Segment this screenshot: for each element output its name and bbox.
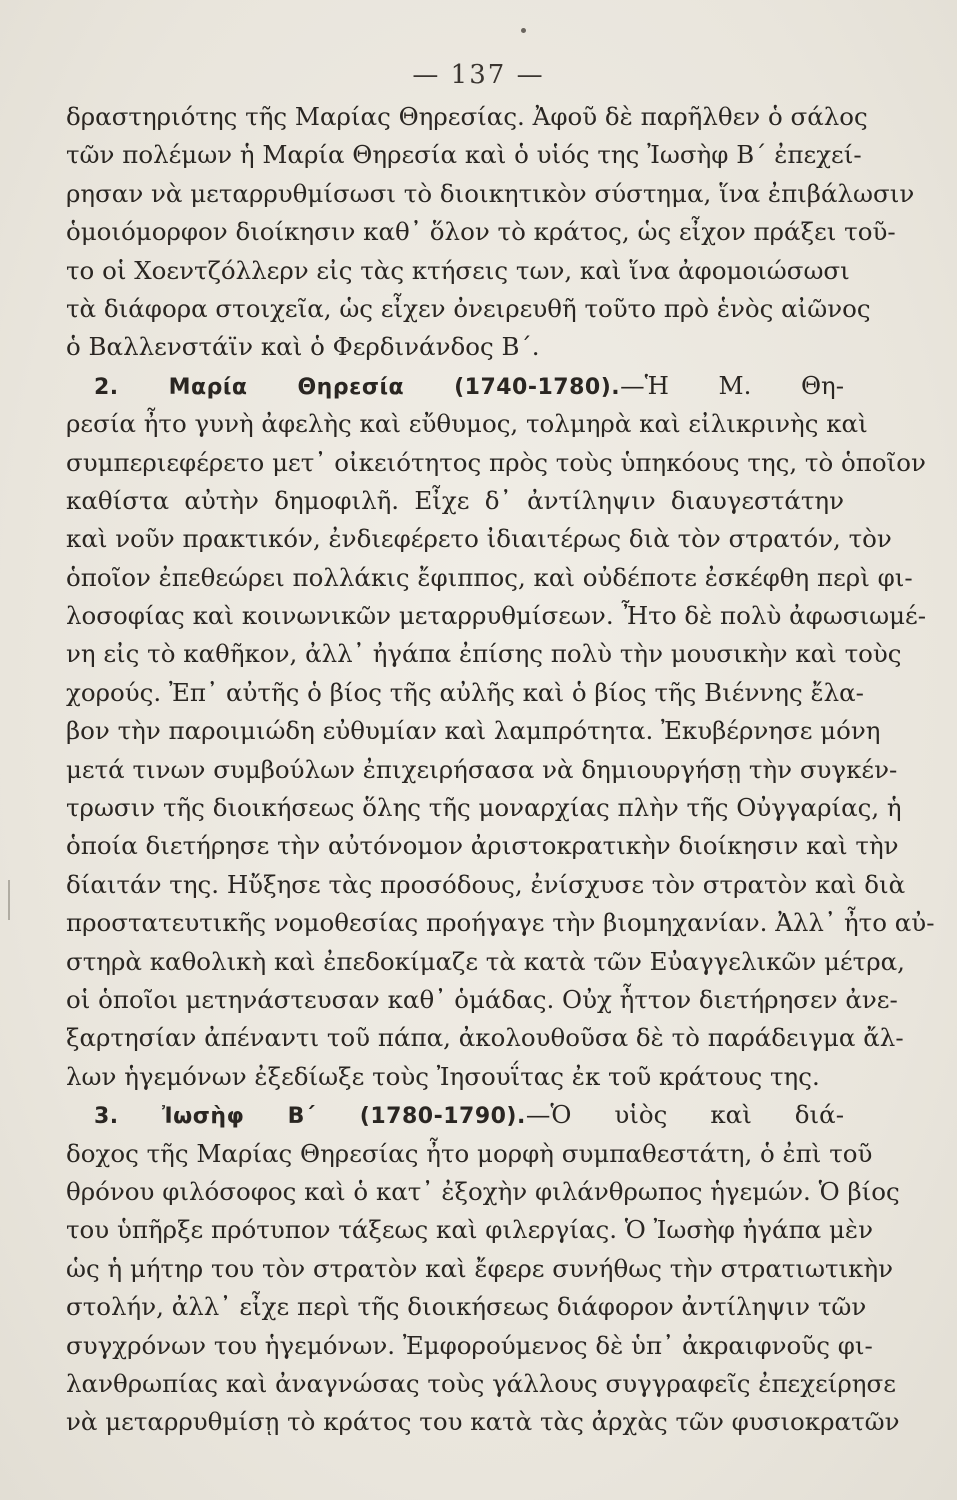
line-text: καθίστα αὐτὴν δημοφιλῆ. Εἶχε δ᾽ ἀντίληψιν διαυγεστάτην <box>66 485 844 515</box>
line-text: στολήν, ἀλλ᾽ εἶχε περὶ τῆς διοικήσεως διάφορον ἀντίληψιν τῶν <box>66 1292 867 1322</box>
text-line <box>66 1365 896 1403</box>
text-line <box>66 1288 867 1326</box>
line-text: δίαιτάν της. Ηὔξησε τὰς προσόδους, ἐνίσχυσε τὸν στρατὸν καὶ διὰ <box>66 869 906 899</box>
text-line <box>66 981 898 1019</box>
ink-dot <box>521 28 526 33</box>
line-text: καὶ νοῦν πρακτικόν, ἐνδιεφέρετο ἰδιαιτέρως διὰ τὸν στρατόν, τὸν <box>66 524 892 554</box>
line-text: δοχος τῆς Μαρίας Θηρεσίας ἦτο μορφὴ συμπαθεστάτη, ὁ ἐπὶ τοῦ <box>66 1138 873 1168</box>
text-line <box>66 1096 844 1134</box>
text-line <box>66 712 881 750</box>
text-line <box>66 175 915 213</box>
text-line <box>66 943 905 981</box>
line-text: —Ὁ υἱὸς καὶ διά- <box>525 1100 844 1130</box>
text-line <box>66 405 868 443</box>
line-text: προστατευτικῆς νομοθεσίας προήγαγε τὴν βιομηχανίαν. Ἀλλ᾽ ἦτο αὐ- <box>66 908 935 938</box>
text-line <box>66 1211 873 1249</box>
line-text: οἱ ὁποῖοι μετηνάστευσαν καθ᾽ ὁμάδας. Οὐχ ἧττον διετήρησεν ἀνε- <box>66 984 898 1014</box>
text-line <box>66 559 913 597</box>
line-text: συγχρόνων του ἡγεμόνων. Ἐμφορούμενος δὲ ὑπ᾽ ἀκραιφνοῦς φι- <box>66 1330 873 1360</box>
page-number: — 137 — <box>412 60 545 90</box>
body-text <box>66 98 935 1442</box>
line-text: τὰ διάφορα στοιχεῖα, ὡς εἶχεν ὀνειρευθῆ τοῦτο πρὸ ἑνὸς αἰῶνος <box>66 293 871 323</box>
margin-mark <box>8 880 10 920</box>
line-text: λων ἡγεμόνων ἐξεδίωξε τοὺς Ἰησουΐτας ἐκ τοῦ κράτους της. <box>66 1061 820 1091</box>
line-text: λανθρωπίας καὶ ἀναγνώσας τοὺς γάλλους συγγραφεῖς ἐπεχείρησε <box>66 1368 896 1398</box>
line-text: δραστηριότης τῆς Μαρίας Θηρεσίας. Ἀφοῦ δὲ παρῆλθεν ὁ σάλος <box>66 102 868 131</box>
text-line <box>66 635 902 673</box>
text-line <box>66 252 850 290</box>
text-line <box>66 789 902 827</box>
line-text: του ὑπῆρξε πρότυπον τάξεως καὶ φιλεργίας. Ὁ Ἰωσὴφ ἠγάπα μὲν <box>66 1215 873 1245</box>
line-text: συμπεριεφέρετο μετ᾽ οἰκειότητος πρὸς τοὺς ὑπηκόους της, τὸ ὁποῖον <box>66 447 926 477</box>
line-text: ὁ Βαλλενστάϊν καὶ ὁ Φερδινάνδος Β´. <box>66 332 540 362</box>
text-line <box>66 444 926 482</box>
text-line <box>66 1135 873 1173</box>
text-line <box>66 751 898 789</box>
text-line <box>66 1058 844 1096</box>
text-line <box>66 1250 894 1288</box>
line-text: ὁποία διετήρησε τὴν αὐτόνομον ἀριστοκρατικὴν διοίκησιν καὶ τὴν <box>66 831 899 861</box>
line-text: τρωσιν τῆς διοικήσεως ὅλης τῆς μοναρχίας πλὴν τῆς Οὐγγαρίας, ἡ <box>66 793 902 823</box>
section-heading: 3. Ἰωσὴφ Β´ (1780-1790). <box>94 1104 526 1130</box>
text-line <box>66 98 868 136</box>
line-text: στηρὰ καθολικὴ καὶ ἐπεδοκίμαζε τὰ κατὰ τῶν Εὐαγγελικῶν μέτρα, <box>66 946 905 976</box>
line-text: το οἱ Χοεντζόλλερν εἰς τὰς κτήσεις των, καὶ ἵνα ἀφομοιώσωσι <box>66 255 850 285</box>
text-line <box>66 367 844 405</box>
text-line <box>66 136 862 174</box>
text-line <box>66 1173 900 1211</box>
text-line <box>66 482 844 520</box>
text-line <box>66 597 927 635</box>
text-line <box>66 827 899 865</box>
text-line <box>66 328 844 366</box>
line-text: —Ἡ Μ. Θη- <box>620 370 844 400</box>
text-line <box>66 1019 904 1057</box>
text-line <box>66 866 906 904</box>
text-line <box>66 520 892 558</box>
line-text: μετά τινων συμβούλων ἐπιχειρήσασα νὰ δημιουργήσῃ τὴν συγκέν- <box>66 754 898 784</box>
line-text: λοσοφίας καὶ κοινωνικῶν μεταρρυθμίσεων. Ἦτο δὲ πολὺ ἀφωσιωμέ- <box>66 601 927 631</box>
text-line <box>66 904 935 942</box>
line-text: ξαρτησίαν ἀπέναντι τοῦ πάπα, ἀκολουθοῦσα δὲ τὸ παράδειγμα ἄλ- <box>66 1023 904 1053</box>
text-line <box>66 213 896 251</box>
line-text: ρεσία ἦτο γυνὴ ἀφελὴς καὶ εὔθυμος, τολμηρὰ καὶ εἰλικρινὴς καὶ <box>66 409 868 439</box>
line-text: τῶν πολέμων ἡ Μαρία Θηρεσία καὶ ὁ υἱός της Ἰωσὴφ Β´ ἐπεχεί- <box>66 140 862 170</box>
text-line <box>66 290 871 328</box>
line-text: χορούς. Ἐπ᾽ αὐτῆς ὁ βίος τῆς αὐλῆς καὶ ὁ βίος τῆς Βιέννης ἔλα- <box>66 677 864 707</box>
text-line <box>66 674 864 712</box>
line-text: νὰ μεταρρυθμίσῃ τὸ κράτος του κατὰ τὰς ἀρχὰς τῶν φυσιοκρατῶν <box>66 1407 900 1437</box>
text-line <box>66 1403 900 1441</box>
line-text: ὁποῖον ἐπεθεώρει πολλάκις ἔφιππος, καὶ οὐδέποτε ἐσκέφθη περὶ φι- <box>66 562 913 592</box>
line-text: ὡς ἡ μήτηρ του τὸν στρατὸν καὶ ἔφερε συνήθως τὴν στρατιωτικὴν <box>66 1253 894 1283</box>
line-text: θρόνου φιλόσοφος καὶ ὁ κατ᾽ ἐξοχὴν φιλάνθρωπος ἡγεμών. Ὁ βίος <box>66 1176 900 1206</box>
line-text: ὁμοιόμορφον διοίκησιν καθ᾽ ὅλον τὸ κράτος, ὡς εἶχον πράξει τοῦ- <box>66 217 896 247</box>
line-text: ρησαν νὰ μεταρρυθμίσωσι τὸ διοικητικὸν σύστημα, ἵνα ἐπιβάλωσιν <box>66 178 915 208</box>
section-heading: 2. Μαρία Θηρεσία (1740-1780). <box>94 374 621 400</box>
line-text: νη εἰς τὸ καθῆκον, ἀλλ᾽ ἠγάπα ἐπίσης πολὺ τὴν μουσικὴν καὶ τοὺς <box>66 639 902 669</box>
text-line <box>66 1327 873 1365</box>
line-text: βον τὴν παροιμιώδη εὐθυμίαν καὶ λαμπρότητα. Ἐκυβέρνησε μόνη <box>66 716 881 746</box>
